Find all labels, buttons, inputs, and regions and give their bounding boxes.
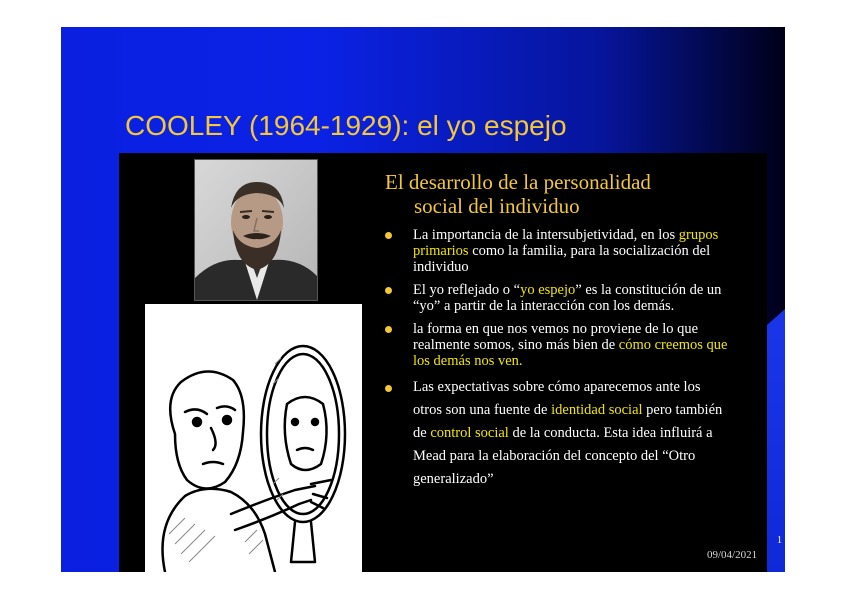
heading-line-2: social del individuo: [414, 194, 580, 218]
mirror-cartoon-illustration: [145, 304, 362, 572]
bullet-item: La importancia de la intersubjetividad, en los grupos primarios como la familia, para la socialización del individuo: [379, 227, 729, 275]
bullet-item: la forma en que nos vemos no proviene de lo que realmente somos, sino más bien de cómo creemos que los demás nos ven.: [379, 321, 729, 369]
slide: [61, 27, 785, 572]
decorative-tab: [767, 325, 785, 572]
bullet-dot-icon: [385, 232, 392, 239]
page-number: 1: [777, 535, 782, 546]
bullet-item: Las expectativas sobre cómo aparecemos ante los otros son una fuente de identidad social pero también de control social de la conducta. Esta idea influirá a Mead para la elaboración del concepto del “Otro generalizado”: [379, 376, 729, 491]
portrait-photo: [194, 159, 318, 301]
heading-line-1: El desarrollo de la personalidad: [385, 170, 651, 194]
bullet-dot-icon: [385, 287, 392, 294]
bullet-list: [379, 227, 729, 498]
slide-date: 09/04/2021: [707, 549, 758, 561]
section-heading: [385, 170, 715, 218]
slide-title: COOLEY (1964-1929): el yo espejo: [125, 110, 567, 141]
bullet-dot-icon: [385, 385, 392, 392]
bullet-item: El yo reflejado o “yo espejo” es la constitución de un “yo” a partir de la interacción con los demás.: [379, 282, 729, 314]
bullet-dot-icon: [385, 326, 392, 333]
